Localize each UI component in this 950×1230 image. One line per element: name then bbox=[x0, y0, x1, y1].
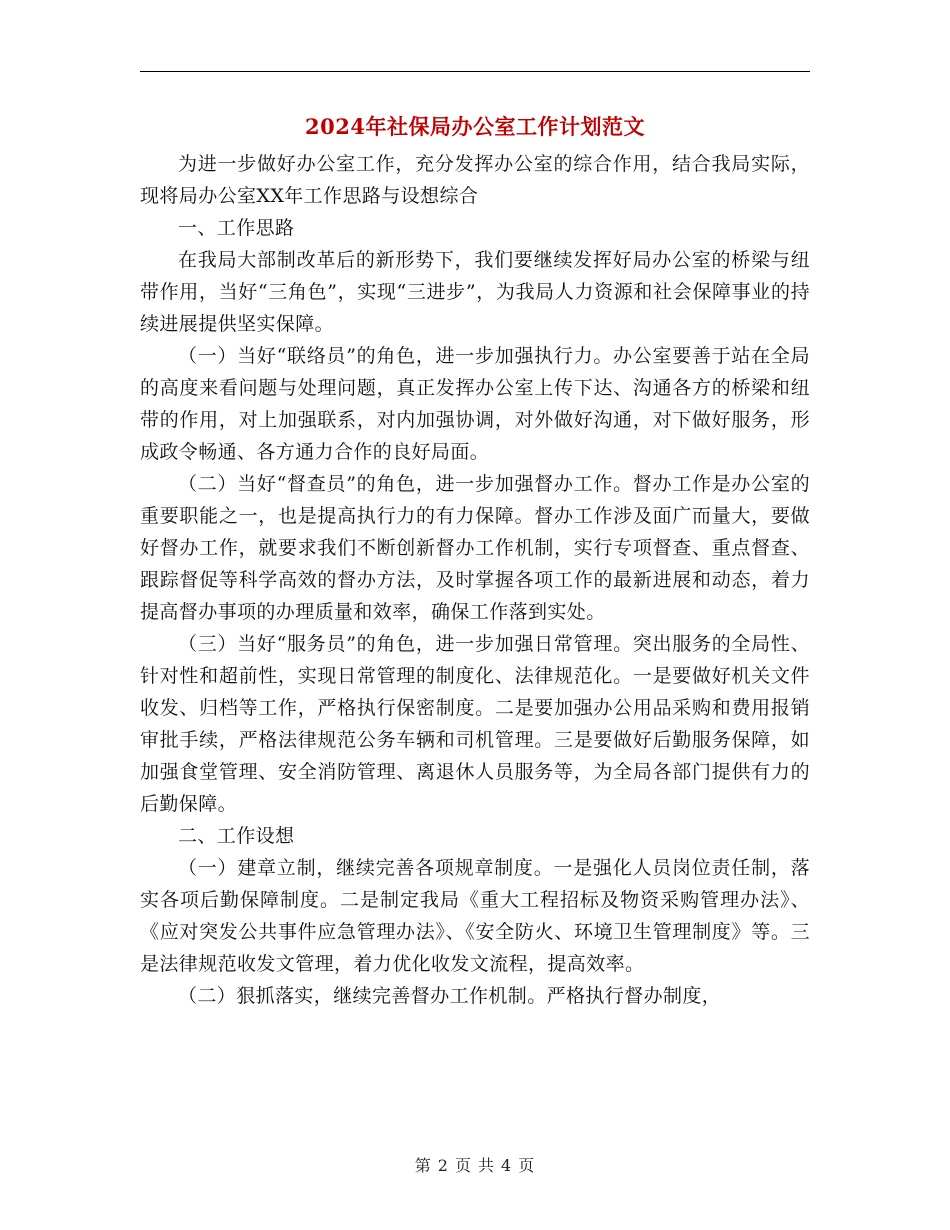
footer-middle: 页 共 bbox=[454, 1156, 496, 1175]
document-body bbox=[140, 148, 810, 1012]
page-footer bbox=[0, 1153, 950, 1176]
footer-total-pages: 4 bbox=[501, 1156, 513, 1175]
paragraph: （二）狠抓落实，继续完善督办工作机制。严格执行督办制度， bbox=[178, 985, 722, 1007]
footer-suffix: 页 bbox=[518, 1156, 536, 1175]
footer-current-page: 2 bbox=[437, 1156, 449, 1175]
section-heading-1: 一、工作思路 bbox=[178, 217, 295, 239]
paragraph: （一）当好“联络员”的角色，进一步加强执行力。办公室要善于站在全局的高度来看问题与处理问题，真正发挥办公室上传下达、沟通各方的桥梁和纽带的作用，对上加强联系，对内加强协调，对外做好沟通，对下做好服务，形成政令畅通、各方通力合作的良好局面。 bbox=[140, 345, 810, 463]
document-title: 2024年社保局办公室工作计划范文 bbox=[305, 114, 645, 139]
paragraph: 在我局大部制改革后的新形势下，我们要继续发挥好局办公室的桥梁与纽带作用，当好“三角色”，实现“三进步”，为我局人力资源和社会保障事业的持续进展提供坚实保障。 bbox=[140, 249, 810, 335]
paragraph: （二）当好“督查员”的角色，进一步加强督办工作。督办工作是办公室的重要职能之一，也是提高执行力的有力保障。督办工作涉及面广而量大，要做好督办工作，就要求我们不断创新督办工作机制，实行专项督查、重点督查、跟踪督促等科学高效的督办方法，及时掌握各项工作的最新进展和动态，着力提高督办事项的办理质量和效率，确保工作落到实处。 bbox=[140, 473, 810, 623]
section-heading-2: 二、工作设想 bbox=[178, 825, 295, 847]
header-rule bbox=[140, 71, 810, 72]
footer-prefix: 第 bbox=[414, 1156, 432, 1175]
paragraph: （一）建章立制，继续完善各项规章制度。一是强化人员岗位责任制，落实各项后勤保障制度。二是制定我局《重大工程招标及物资采购管理办法》、《应对突发公共事件应急管理办法》、《安全防火、环境卫生管理制度》等。三是法律规范收发文管理，着力优化收发文流程，提高效率。 bbox=[140, 857, 810, 975]
paragraph-intro: 为进一步做好办公室工作，充分发挥办公室的综合作用，结合我局实际，现将局办公室XX年工作思路与设想综合 bbox=[140, 153, 810, 207]
paragraph: （三）当好“服务员”的角色，进一步加强日常管理。突出服务的全局性、针对性和超前性，实现日常管理的制度化、法律规范化。一是要做好机关文件收发、归档等工作，严格执行保密制度。二是要加强办公用品采购和费用报销审批手续，严格法律规范公务车辆和司机管理。三是要做好后勤服务保障，如加强食堂管理、安全消防管理、离退休人员服务等，为全局各部门提供有力的后勤保障。 bbox=[140, 633, 810, 815]
